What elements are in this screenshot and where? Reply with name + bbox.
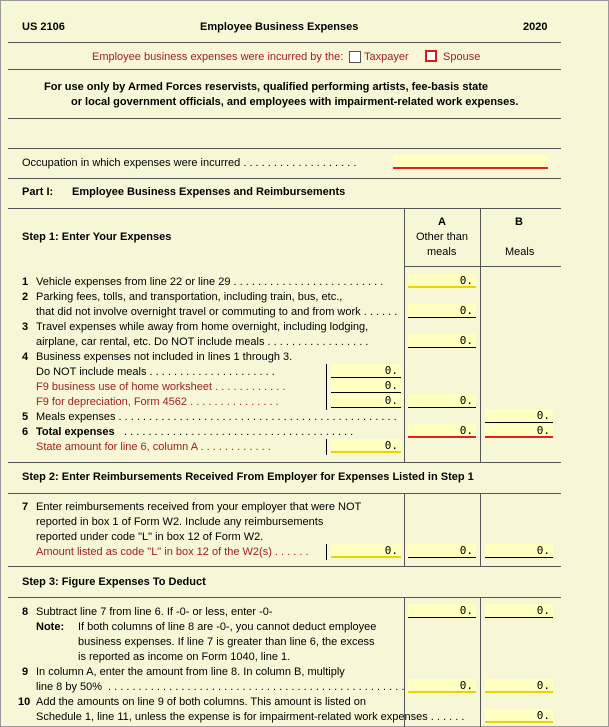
line-3-col-a-input[interactable]: 0. [408,334,476,348]
taxpayer-label: Taxpayer [364,51,409,63]
line-4a-input[interactable]: 0. [331,364,401,378]
occupation-label: Occupation in which expenses were incurred . . . . . . . . . . . . . . . . . . . [22,157,357,169]
step1-title: Step 1: Enter Your Expenses [22,231,172,243]
intro-line-2: or local government officials, and employees with impairment-related work expenses. [71,96,519,108]
line-2-text-2: that did not involve overnight travel or commuting to and from work . . . . . . [36,306,398,318]
line-1-col-a-input[interactable]: 0. [408,274,476,288]
line-8-note-3: is reported as income on Form 1040, line 1. [78,651,291,663]
line-7-code-l-input[interactable]: 0. [331,544,401,558]
line-8-note-label: Note: [36,621,65,633]
line-6-dots: . . . . . . . . . . . . . . . . . . . . . . . . . . . . . . . . . . . . . . [124,426,354,438]
line-9-col-a-input[interactable]: 0. [408,679,476,693]
line-7-col-b-input[interactable]: 0. [485,544,553,558]
line-1-number: 1 [22,276,29,288]
line-10-text-2: Schedule 1, line 11, unless the expense is for impairment-related work expenses . . . . . . [36,711,465,723]
col-b-divider [480,208,481,462]
line-4c-input[interactable]: 0. [331,394,401,408]
line-7-text-3: reported under code "L" in box 12 of Form W2. [36,531,264,543]
line-4b-input[interactable]: 0. [331,379,401,393]
col-a-divider [404,208,405,462]
col-b-header: Meals [505,246,535,258]
line-6-col-b-input[interactable]: 0. [485,424,553,438]
form-id: US 2106 [22,21,65,33]
line-8-note-1: If both columns of line 8 are -0-, you cannot deduct employee [78,621,377,633]
line-8-col-a-input[interactable]: 0. [408,604,476,618]
col-b-letter: B [515,216,523,228]
line-3-number: 3 [22,321,29,333]
col-a-header-2: meals [427,246,457,258]
line-7-col-a-input[interactable]: 0. [408,544,476,558]
line-4-number: 4 [22,351,29,363]
part1-number: Part I: [22,186,54,198]
line-9-text-2: line 8 by 50% [36,681,103,693]
line-4-text: Business expenses not included in lines 1 through 3. [36,351,293,363]
line-10-number: 10 [18,696,31,708]
line-9-number: 9 [22,666,29,678]
line-8-number: 8 [22,606,29,618]
line-7-number: 7 [22,501,29,513]
line-4a-text: Do NOT include meals . . . . . . . . . . . . . . . . . . . . . [36,366,275,378]
step2-title: Step 2: Enter Reimbursements Received From Employer for Expenses Listed in Step 1 [22,471,474,483]
line-9-col-b-input[interactable]: 0. [485,679,553,693]
line-10-text-1: Add the amounts on line 9 of both columns. This amount is listed on [36,696,366,708]
line-2-text-1: Parking fees, tolls, and transportation, including train, bus, etc., [36,291,343,303]
line-6-text: Total expenses [36,426,115,438]
step3-title: Step 3: Figure Expenses To Deduct [22,576,206,588]
col-a-header-1: Other than [416,231,468,243]
line-9-dots: . . . . . . . . . . . . . . . . . . . . . . . . . . . . . . . . . . . . . . . . . . . . . . . . . [108,681,405,693]
spouse-checkbox[interactable] [425,50,437,62]
line-7-text-4: Amount listed as code "L" in box 12 of the W2(s) . . . . . . [36,546,309,558]
spouse-label: Spouse [443,51,481,63]
line-10-col-b-input[interactable]: 0. [485,709,553,723]
intro-line-1: For use only by Armed Forces reservists, qualified performing artists, fee-basis state [44,81,489,93]
line-8-col-b-input[interactable]: 0. [485,604,553,618]
line-7-text-2: reported in box 1 of Form W2. Include any reimbursements [36,516,324,528]
line-6-col-a-input[interactable]: 0. [408,424,476,438]
line-9-text-1: In column A, enter the amount from line 8. In column B, multiply [36,666,345,678]
line-2-number: 2 [22,291,29,303]
line-5-text: Meals expenses . . . . . . . . . . . . . . . . . . . . . . . . . . . . . . . . . . . . . . . . . . . . . . [36,411,397,423]
line-6-state-text: State amount for line 6, column A . . . . . . . . . . . . [36,441,271,453]
line-5-number: 5 [22,411,29,423]
line-5-col-b-input[interactable]: 0. [485,409,553,423]
line-1-text: Vehicle expenses from line 22 or line 29 . . . . . . . . . . . . . . . . . . . . . . . . . [36,276,384,288]
form-title: Employee Business Expenses [200,21,359,33]
line-4c-text: F9 for depreciation, Form 4562 . . . . . . . . . . . . . . . [36,396,279,408]
line-6-state-input[interactable]: 0. [331,439,401,453]
line-2-col-a-input[interactable]: 0. [408,304,476,318]
line-7-text-1: Enter reimbursements received from your employer that were NOT [36,501,362,513]
line-3-text-2: airplane, car rental, etc. Do NOT include meals . . . . . . . . . . . . . . . . . [36,336,369,348]
line-8-text: Subtract line 7 from line 6. If -0- or less, enter -0- [36,606,273,618]
line-4-col-a-input[interactable]: 0. [408,394,476,408]
occupation-input[interactable] [393,155,548,169]
col-a-letter: A [438,216,446,228]
line-3-text-1: Travel expenses while away from home overnight, including lodging, [36,321,369,333]
taxpayer-checkbox[interactable] [349,51,361,63]
incurred-by-label: Employee business expenses were incurred by the: [92,51,344,63]
line-8-note-2: business expenses. If line 7 is greater than line 6, the excess [78,636,375,648]
part1-title: Employee Business Expenses and Reimbursements [72,186,346,198]
line-4b-text: F9 business use of home worksheet . . . . . . . . . . . . [36,381,286,393]
tax-year: 2020 [523,21,548,33]
line-6-number: 6 [22,426,29,438]
